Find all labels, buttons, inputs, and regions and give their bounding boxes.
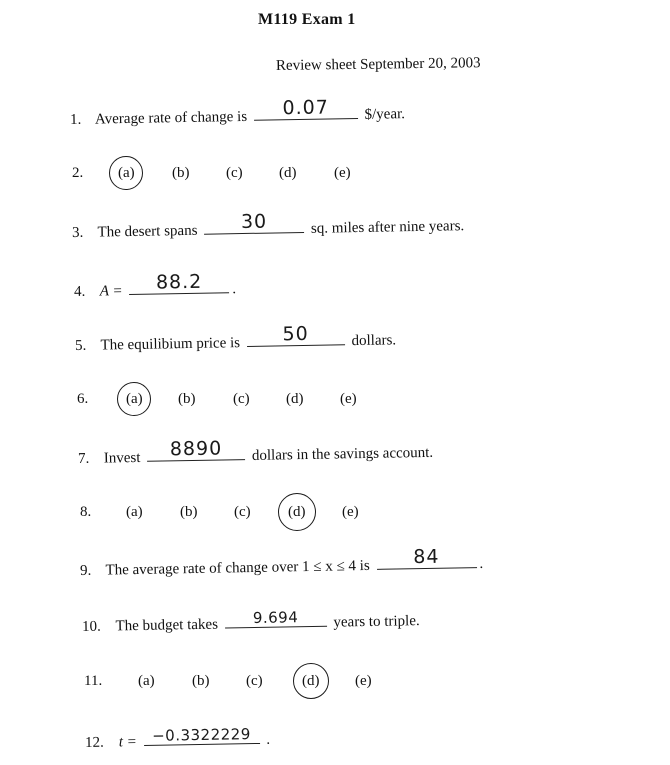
choice-a: (a) bbox=[118, 165, 135, 182]
handwritten-answer: 8890 bbox=[169, 437, 223, 461]
answer-blank bbox=[254, 96, 358, 121]
answer-circle bbox=[117, 382, 151, 416]
question-text: t = bbox=[118, 734, 137, 751]
question-number: 9. bbox=[79, 562, 92, 579]
choice-b: (b) bbox=[180, 504, 198, 520]
choice-d: (d) bbox=[288, 504, 306, 521]
choice-b: (b) bbox=[192, 673, 210, 689]
question-number: 4. bbox=[73, 283, 86, 300]
question-number: 10. bbox=[81, 618, 101, 635]
handwritten-answer: 84 bbox=[413, 545, 440, 569]
question-7 bbox=[77, 437, 434, 468]
question-number: 5. bbox=[74, 337, 87, 354]
question-text: The desert spans bbox=[97, 222, 198, 241]
question-number: 3. bbox=[71, 224, 84, 241]
question-number: 1. bbox=[69, 111, 82, 128]
question-suffix: . bbox=[232, 281, 237, 298]
answer-blank bbox=[129, 270, 229, 295]
question-5 bbox=[74, 322, 397, 355]
handwritten-answer: 88.2 bbox=[155, 270, 203, 294]
choice-e: (e) bbox=[342, 504, 359, 520]
choice-b: (b) bbox=[172, 165, 190, 181]
choice-a: (a) bbox=[138, 673, 155, 689]
question-number: 6. bbox=[77, 391, 89, 407]
question-suffix: dollars in the savings account. bbox=[251, 444, 434, 464]
handwritten-answer: 9.694 bbox=[252, 608, 299, 628]
answer-circle bbox=[109, 156, 143, 190]
choice-e: (e) bbox=[355, 673, 372, 689]
choice-a: (a) bbox=[126, 504, 143, 520]
answer-blank bbox=[204, 210, 304, 235]
handwritten-answer: −0.3322229 bbox=[151, 725, 251, 745]
question-3 bbox=[71, 210, 465, 242]
question-12 bbox=[85, 727, 270, 752]
question-number: 12. bbox=[84, 734, 104, 751]
question-10 bbox=[82, 608, 420, 636]
choice-d: (d) bbox=[286, 391, 304, 407]
question-1 bbox=[69, 96, 406, 129]
question-text: The average rate of change over 1 ≤ x ≤ 4 is bbox=[105, 557, 370, 579]
question-suffix: . bbox=[266, 731, 271, 748]
handwritten-answer: 30 bbox=[240, 210, 268, 234]
question-number: 8. bbox=[80, 504, 92, 520]
choice-a: (a) bbox=[126, 391, 143, 408]
question-suffix: . bbox=[479, 555, 484, 573]
choice-e: (e) bbox=[340, 391, 357, 407]
question-text: The equilibium price is bbox=[100, 335, 241, 354]
question-4 bbox=[73, 270, 237, 301]
answer-blank bbox=[376, 545, 476, 570]
question-text: A = bbox=[99, 283, 123, 300]
choice-c: (c) bbox=[233, 391, 250, 407]
question-text: The budget takes bbox=[115, 616, 219, 635]
answer-circle bbox=[278, 493, 316, 531]
question-number: 2. bbox=[72, 165, 84, 181]
handwritten-answer: 0.07 bbox=[282, 96, 330, 120]
question-suffix: dollars. bbox=[351, 332, 397, 350]
question-suffix: years to triple. bbox=[333, 613, 420, 631]
question-suffix: sq. miles after nine years. bbox=[310, 218, 465, 237]
choice-c: (c) bbox=[246, 673, 263, 689]
handwritten-answer: 50 bbox=[282, 322, 309, 346]
question-text: Invest bbox=[103, 449, 141, 467]
choice-b: (b) bbox=[178, 391, 196, 407]
page-subtitle: Review sheet September 20, 2003 bbox=[275, 55, 481, 74]
question-number: 7. bbox=[77, 450, 90, 467]
answer-blank bbox=[247, 322, 345, 347]
question-number: 11. bbox=[84, 673, 103, 689]
page-title: M119 Exam 1 bbox=[258, 11, 356, 28]
question-9 bbox=[79, 545, 484, 580]
choice-c: (c) bbox=[234, 504, 251, 520]
answer-blank bbox=[143, 727, 259, 746]
question-suffix: $/year. bbox=[364, 106, 406, 123]
question-text: Average rate of change is bbox=[94, 108, 248, 128]
answer-blank bbox=[224, 610, 326, 629]
answer-circle bbox=[293, 663, 329, 699]
choice-d: (d) bbox=[302, 673, 320, 690]
choice-d: (d) bbox=[279, 165, 297, 181]
answer-blank bbox=[147, 437, 245, 462]
choice-e: (e) bbox=[334, 165, 351, 181]
choice-c: (c) bbox=[226, 165, 243, 181]
